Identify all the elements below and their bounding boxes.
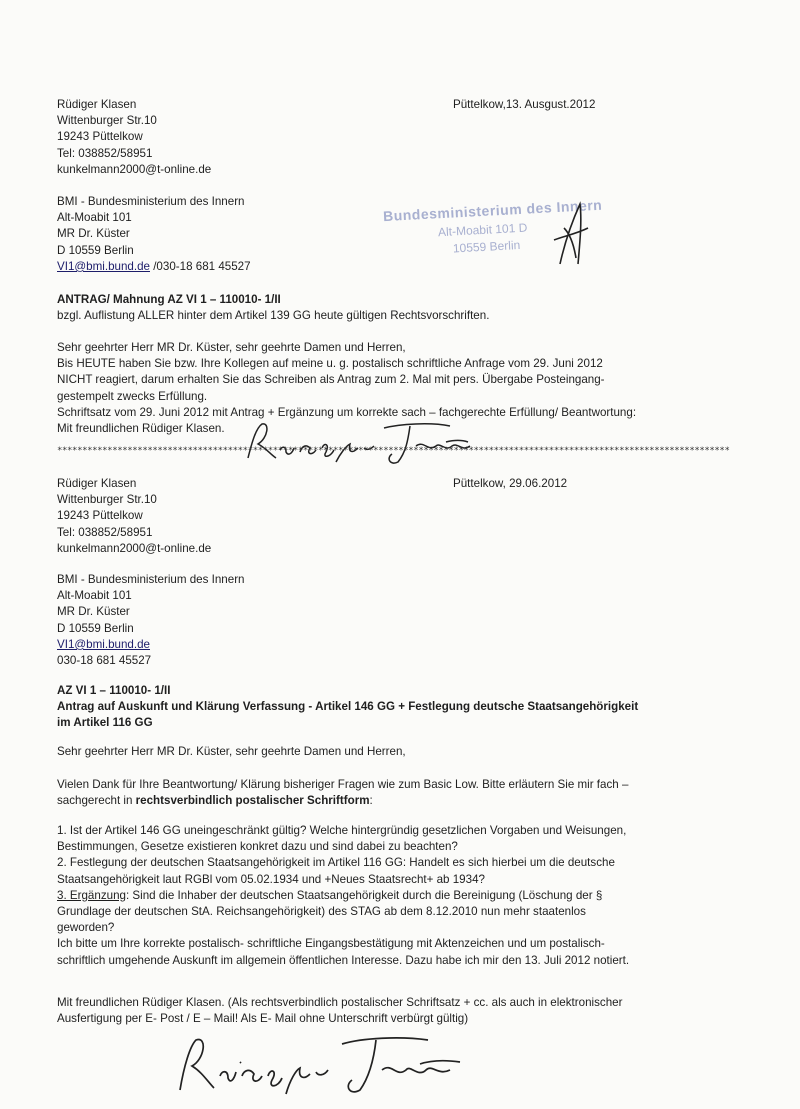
recipient-contact-line [57,259,251,275]
letter2-sender-block [57,476,211,557]
request-line: schriftlich umgehende Auskunft im allgemein öffentlichen Interesse. Dazu habe ich mir den 13. Juli 2012 notiert. [57,953,630,967]
recipient-phone: /030-18 681 45527 [149,259,251,273]
sender-phone: Tel: 038852/58951 [57,146,153,160]
recipient-person: MR Dr. Küster [57,605,130,619]
letter2-date: Püttelkow, 29.06.2012 [453,477,568,490]
letter2-subject [57,683,638,732]
closing-line: Mit freundlichen Rüdiger Klasen. (Als rechtsverbindlich postalischer Schriftsatz + cc. als auch in elektronischer [57,996,623,1009]
sender-name: Rüdiger Klasen [57,477,137,490]
letter2-recipient-block [57,572,245,669]
letter1-greeting: Sehr geehrter Herr MR Dr. Küster, sehr geehrte Damen und Herren, [57,341,406,354]
question-3-text: : Sind die Inhaber der deutschen Staatsangehörigkeit durch die Bereinigung (Löschung der § [125,888,603,902]
recipient-person: MR Dr. Küster [57,227,130,241]
intro-line: Vielen Dank für Ihre Beantwortung/ Klärung bisheriger Fragen wie zum Basic Low. Bitte erläutern Sie mir fach – [57,778,629,791]
question-3-line: Grundlage der deutschen StA. Reichsangehörigkeit) des STAG ab dem 8.12.2010 nun mehr staatenlos [57,905,586,919]
recipient-phone: 030-18 681 45527 [57,654,152,668]
recipient-city: D 10559 Berlin [57,621,134,635]
sender-email: kunkelmann2000@t-online.de [57,541,212,555]
letter1-date: Püttelkow,13. Ausgust.2012 [453,98,596,111]
stamp-initials-signature [530,198,610,268]
question-1-line: 1. Ist der Artikel 146 GG uneingeschränkt gültig? Welche hintergründig gesetzlichen Vorgaben und Weisungen, [57,824,627,837]
intro-line [57,793,628,809]
recipient-street: Alt-Moabit 101 [57,211,132,225]
recipient-org: BMI - Bundesministerium des Innern [57,195,245,208]
letter1-recipient-block [57,194,251,275]
question-3-line [57,888,629,904]
sender-city: 19243 Püttelkow [57,130,143,144]
letter2-reference: AZ VI 1 – 110010- 1/II [57,684,171,697]
letter2-closing [57,995,622,1027]
letter-separator: ************************************************************************************************************************************** [57,446,730,456]
letter1-sender-block [57,97,211,178]
recipient-org: BMI - Bundesministerium des Innern [57,573,245,586]
stamp-line-1: Bundesministerium des Innern [382,196,603,225]
question-1-line: Bestimmungen, Gesetze existieren konkret dazu und sind dabei zu beachten? [57,840,458,854]
letter1-body-line: NICHT reagiert, darum erhalten Sie das Schreiben als Antrag zum 2. Mal mit pers. Übergabe Posteingang- [57,373,605,387]
sender-email: kunkelmann2000@t-online.de [57,162,212,176]
letter2-subject-line: im Artikel 116 GG [57,716,153,730]
closing-line: Ausfertigung per E- Post / E – Mail! Als E- Mail ohne Unterschrift verbürgt gültig) [57,1012,469,1026]
recipient-email-link[interactable]: VI1@bmi.bund.de [57,259,150,273]
intro-colon: : [369,794,373,808]
letter1-body-line: Schriftsatz vom 29. Juni 2012 mit Antrag + Ergänzung um korrekte sach – fachgerechte Erfüllung/ Beantwortung: [57,405,637,419]
request-line: Ich bitte um Ihre korrekte postalisch- schriftliche Eingangsbestätigung mit Aktenzeichen und um postalisch- [57,937,605,951]
letter1-subject-detail: bzgl. Auflistung ALLER hinter dem Artikel 139 GG heute gültigen Rechtsvorschriften. [57,309,490,322]
intro-text: sachgerecht in [57,794,136,808]
intro-bold-text: rechtsverbindlich postalischer Schriftform [135,794,370,808]
stamp-line-3: 10559 Berlin [452,237,521,256]
question-2-line: 2. Festlegung der deutschen Staatsangehörigkeit im Artikel 116 GG: Handelt es sich hierbei um die deutsche [57,856,615,870]
letter1-body-line: gestempelt zwecks Erfüllung. [57,389,208,403]
recipient-street: Alt-Moabit 101 [57,589,132,603]
question-3-label: 3. Ergänzung [57,888,126,902]
letter2-greeting: Sehr geehrter Herr MR Dr. Küster, sehr geehrte Damen und Herren, [57,745,406,758]
letter1-body-line: Bis HEUTE haben Sie bzw. Ihre Kollegen auf meine u. g. postalisch schriftliche Anfrage vom 29. Juni 2012 [57,357,603,371]
handwritten-signature-1 [240,418,490,468]
sender-city: 19243 Püttelkow [57,509,143,523]
letter1-subject: ANTRAG/ Mahnung AZ VI 1 – 110010- 1/II [57,293,281,306]
letter2-questions [57,823,629,969]
recipient-city: D 10559 Berlin [57,243,134,257]
recipient-email-link[interactable]: VI1@bmi.bund.de [57,637,150,651]
stamp-line-2: Alt-Moabit 101 D [437,220,528,240]
sender-street: Wittenburger Str.10 [57,493,157,507]
letter2-subject-line: Antrag auf Auskunft und Klärung Verfassung - Artikel 146 GG + Festlegung deutsche Staatsangehörigkeit [57,700,639,714]
letter2-intro [57,777,628,809]
sender-name: Rüdiger Klasen [57,98,137,111]
sender-phone: Tel: 038852/58951 [57,525,153,539]
handwritten-signature-2 [170,1030,480,1105]
question-3-line: geworden? [57,921,115,935]
sender-street: Wittenburger Str.10 [57,114,157,128]
question-2-line: Staatsangehörigkeit laut RGBl vom 05.02.1934 und +Neues Staatsrecht+ ab 1934? [57,872,485,886]
letter1-closing: Mit freundlichen Rüdiger Klasen. [57,422,225,436]
